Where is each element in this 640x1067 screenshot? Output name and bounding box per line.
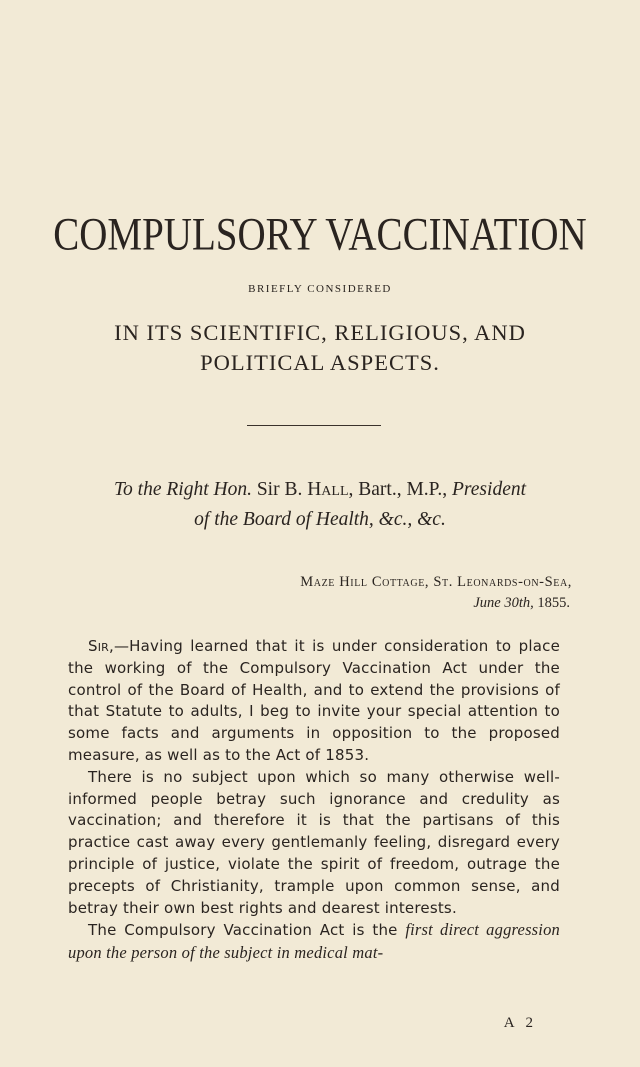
date-year: 1855.	[537, 595, 570, 611]
page-title: COMPULSORY VACCINATION	[53, 209, 587, 260]
signature-mark: A 2	[503, 1015, 537, 1031]
letter-body	[68, 636, 560, 965]
paragraph-3	[68, 919, 560, 965]
aspects-heading	[0, 318, 640, 378]
subtitle: BRIEFLY CONSIDERED	[248, 283, 392, 295]
letter-date	[473, 595, 570, 612]
letter-place: Maze Hill Cottage, St. Leonards-on-Sea,	[300, 574, 572, 590]
address-president: President	[452, 479, 527, 500]
aspects-line-2: POLITICAL ASPECTS.	[200, 350, 440, 375]
address-name: Hall	[307, 479, 349, 500]
address-line-1	[68, 475, 572, 505]
aspects-line-1: IN ITS SCIENTIFIC, RELIGIOUS, AND	[114, 320, 526, 345]
paragraph-1	[68, 636, 560, 767]
address-to: To the Right Hon.	[113, 479, 252, 500]
date-day: June 30th,	[473, 595, 534, 611]
address-name-suffix: , Bart., M.P.,	[348, 479, 448, 500]
address-line-2: of the Board of Health, &c., &c.	[194, 509, 446, 530]
salutation: Sir,	[88, 637, 114, 655]
divider-rule	[247, 425, 381, 426]
dedication-address	[68, 475, 572, 535]
address-name-prefix: Sir B.	[256, 479, 303, 500]
paragraph-3-text: The Compulsory Vaccination Act is the	[88, 921, 398, 940]
paragraph-3-italic: first direct aggression upon the person of the subject in medical mat-	[68, 920, 560, 963]
paragraph-1-text: —Having learned that it is under consideration to place the working of the Compulsory Vaccination Act under the control of the Board of Health, and to extend the provisions of that Statute to adults, I beg to invite your special attention to some facts and arguments in opposition to the proposed measure, as well as to the Act of 1853.	[68, 637, 560, 764]
paragraph-2: There is no subject upon which so many otherwise well-informed people betray such ignorance and credulity as vaccination; and therefore it is that the partisans of this practice cast away every gentlemanly feeling, disregard every principle of justice, violate the spirit of freedom, outrage the precepts of Christianity, trample upon common sense, and betray their own best rights and dearest interests.	[68, 767, 560, 917]
